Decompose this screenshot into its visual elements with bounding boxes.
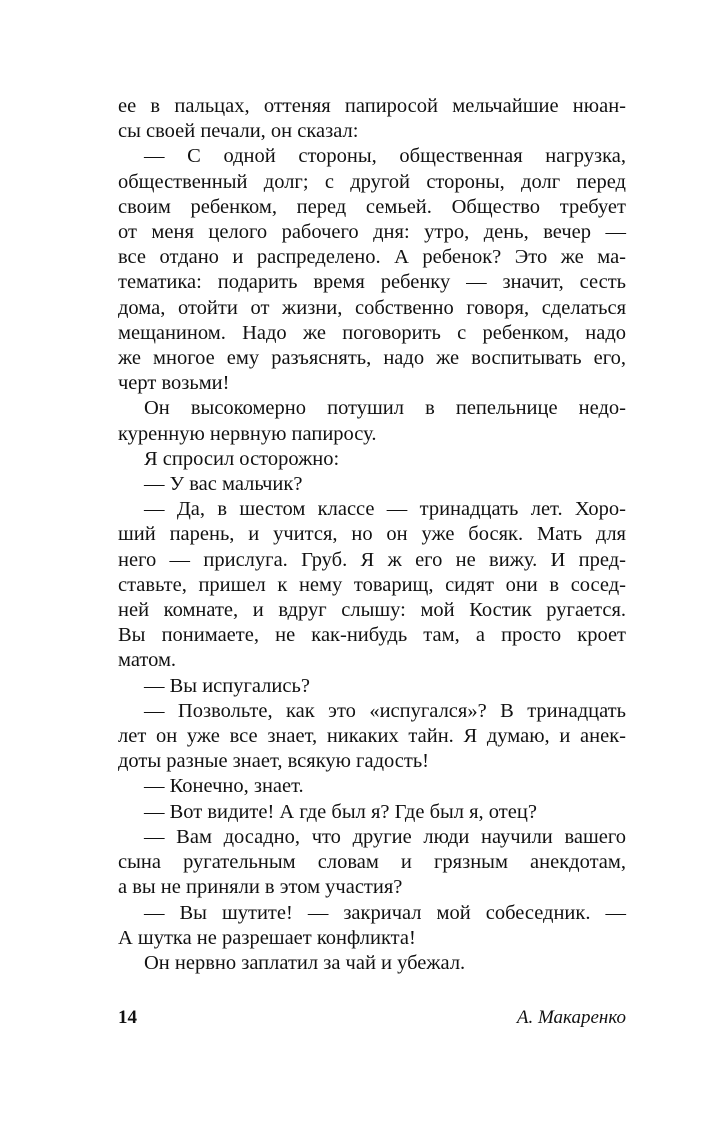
- text-line: Вы понимаете, не как-нибудь там, а просто кроет: [118, 624, 626, 647]
- text-line: ней комнате, и вдруг слышу: мой Костик ругается.: [118, 599, 626, 622]
- text-line: куренную нервную папиросу.: [118, 422, 377, 445]
- text-line: ставьте, пришел к нему товарищ, сидят они в сосед-: [118, 573, 626, 596]
- text-line: — Вы испугались?: [144, 674, 310, 697]
- text-line: — У вас мальчик?: [144, 473, 303, 496]
- text-line: все отдано и распределено. А ребенок? Это же ма-: [118, 246, 626, 269]
- text-line: черт возьми!: [118, 372, 230, 395]
- text-line: тематика: подарить время ребенку — значит, сесть: [118, 271, 626, 294]
- text-line: доты разные знает, всякую гадость!: [118, 750, 429, 773]
- text-line: Он высокомерно потушил в пепельнице недо-: [144, 397, 626, 420]
- text-line: Он нервно заплатил за чай и убежал.: [144, 951, 466, 974]
- text-line: матом.: [118, 649, 177, 672]
- text-line: — Позвольте, как это «испугался»? В тринадцать: [144, 699, 626, 722]
- text-line: — Вам досадно, что другие люди научили вашего: [144, 825, 626, 848]
- text-line: сы своей печали, он сказал:: [118, 120, 359, 143]
- text-line: Я спросил осторожно:: [144, 447, 340, 470]
- text-line: — С одной стороны, общественная нагрузка,: [144, 145, 626, 168]
- text-line: своим ребенком, перед семьей. Общество требует: [118, 195, 626, 218]
- text-line: от меня целого рабочего дня: утро, день, вечер —: [118, 221, 626, 244]
- text-line: лет он уже все знает, никаких тайн. Я думаю, и анек-: [118, 725, 626, 748]
- running-author: А. Макаренко: [516, 1007, 626, 1028]
- text-line: же многое ему разъяснять, надо же воспитывать его,: [118, 347, 626, 370]
- text-line: — Вот видите! А где был я? Где был я, отец?: [144, 800, 537, 823]
- text-line: — Конечно, знает.: [144, 775, 304, 798]
- text-line: — Да, в шестом классе — тринадцать лет. Хоро-: [144, 498, 626, 521]
- text-line: общественный долг; с другой стороны, долг перед: [118, 170, 626, 193]
- text-line: ший парень, и учится, но он уже босяк. Мать для: [118, 523, 626, 546]
- text-line: а вы не приняли в этом участия?: [118, 876, 403, 899]
- text-line: мещанином. Надо же поговорить с ребенком, надо: [118, 321, 626, 344]
- text-line: сына ругательным словам и грязным анекдотам,: [118, 851, 626, 874]
- text-line: ее в пальцах, оттеняя папиросой мельчайшие нюан-: [118, 95, 626, 117]
- page-number: 14: [118, 1007, 137, 1028]
- text-line: дома, отойти от жизни, собственно говоря, сделаться: [118, 296, 626, 319]
- body-text: [118, 94, 626, 976]
- text-line: него — прислуга. Груб. Я ж его не вижу. И пред-: [118, 548, 626, 571]
- text-line: — Вы шутите! — закричал мой собеседник. —: [144, 901, 626, 924]
- text-line: А шутка не разрешает конфликта!: [118, 926, 416, 949]
